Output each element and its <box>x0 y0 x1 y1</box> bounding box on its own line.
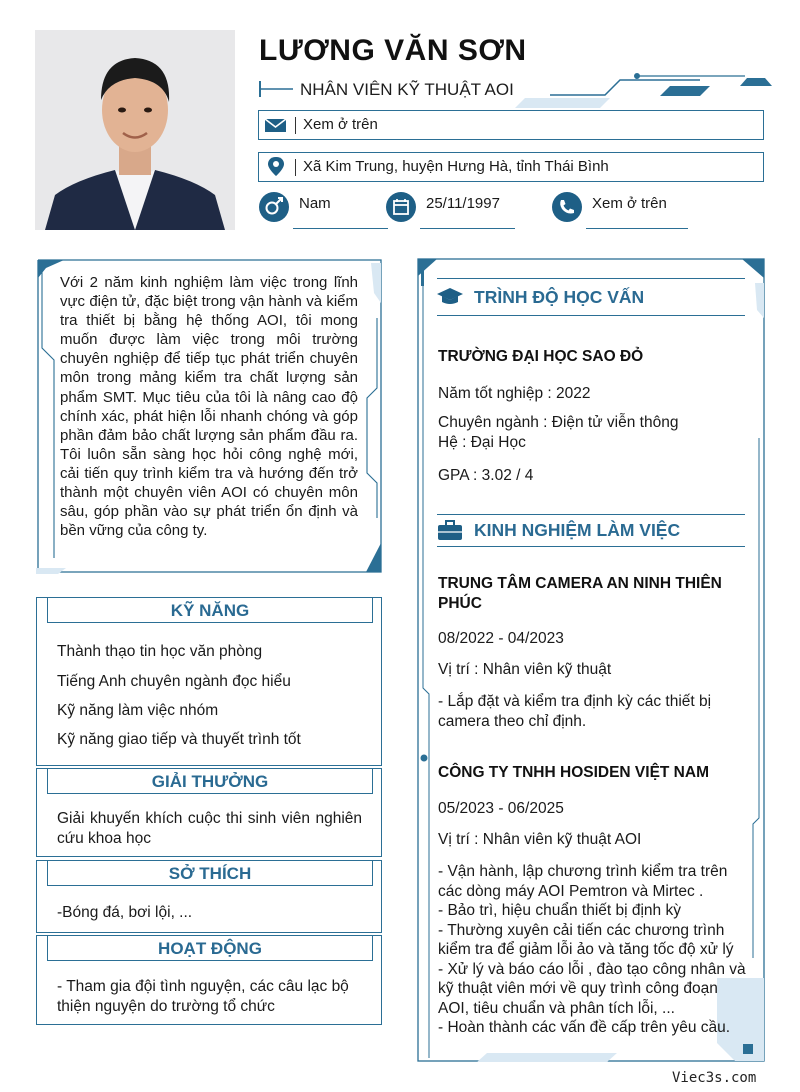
title-line-decoration <box>259 79 295 99</box>
skill-item: Kỹ năng giao tiếp và thuyết trình tốt <box>57 731 301 748</box>
profile-photo <box>35 30 235 230</box>
circuit-decoration <box>510 68 775 110</box>
birthday-item <box>386 192 536 234</box>
skill-item: Thành thạo tin học văn phòng <box>57 643 263 660</box>
calendar-icon <box>386 192 416 222</box>
address-value: Xã Kim Trung, huyện Hưng Hà, tỉnh Thái Bình <box>303 158 609 175</box>
email-icon <box>263 114 289 136</box>
divider <box>437 546 745 547</box>
school-name: TRƯỜNG ĐẠI HỌC SAO ĐỎ <box>438 348 644 365</box>
award-item: Giải khuyến khích cuộc thi sinh viên nghiên cứu khoa học <box>57 810 362 847</box>
job-period: 05/2023 - 06/2025 <box>438 800 564 817</box>
watermark: Viec3s.com <box>672 1070 757 1086</box>
gpa: GPA : 3.02 / 4 <box>438 467 534 484</box>
underline <box>293 228 388 229</box>
job-detail: - Bảo trì, hiệu chuẩn thiết bị định kỳ <box>438 902 681 919</box>
underline <box>420 228 515 229</box>
graduation-year: Năm tốt nghiệp : 2022 <box>438 385 591 402</box>
job-position: Vị trí : Nhân viên kỹ thuật <box>438 661 612 678</box>
education-heading: TRÌNH ĐỘ HỌC VẤN <box>474 287 645 307</box>
activities-heading: HOẠT ĐỘNG <box>47 935 373 961</box>
separator <box>295 117 296 134</box>
skills-heading: KỸ NĂNG <box>47 597 373 623</box>
major: Chuyên ngành : Điện tử viễn thông <box>438 414 679 431</box>
experience-heading: KINH NGHIỆM LÀM VIỆC <box>474 520 681 540</box>
underline <box>586 228 688 229</box>
divider <box>437 278 745 279</box>
candidate-name: LƯƠNG VĂN SƠN <box>259 34 527 67</box>
job-title: NHÂN VIÊN KỸ THUẬT AOI <box>300 80 514 99</box>
separator <box>295 159 296 176</box>
job-details-list <box>438 862 746 1038</box>
email-box <box>258 110 764 140</box>
job-detail: - Xử lý và báo cáo lỗi , đào tạo công nhân và kỹ thuật viên mới về quy trình công đoạn AOI, tiêu chuẩn và phân tích lỗi, ... <box>438 960 746 1017</box>
company-name: CÔNG TY TNHH HOSIDEN VIỆT NAM <box>438 764 709 781</box>
job-position: Vị trí : Nhân viên kỹ thuật AOI <box>438 831 642 848</box>
divider <box>437 514 745 515</box>
hobbies-heading: SỞ THÍCH <box>47 860 373 886</box>
graduation-cap-icon <box>436 284 464 308</box>
birthday-value: 25/11/1997 <box>426 195 500 212</box>
job-detail: - Lắp đặt và kiểm tra định kỳ các thiết bị camera theo chỉ định. <box>438 693 712 730</box>
divider <box>437 315 745 316</box>
career-summary: Với 2 năm kinh nghiệm làm việc trong lĩnh vực điện tử, đặc biệt trong vận hành và kiểm tra thiết bị bằng hệ thống AOI, tôi mong muốn được làm việc trong môi trường chuyên nghiệp để tiếp tục phát triển chuyên môn trong mảng kiểm tra chất lượng sản phẩm SMT. Mục tiêu của tôi là nâng cao độ chính xác, phát hiện lỗi nhanh chóng và góp phần đảm bảo chất lượng sản phẩm đầu ra. Tôi luôn sẵn sàng học hỏi công nghệ mới, cải tiến quy trình kiểm tra và hướng đến trở thành một chuyên viên AOI có chuyên môn sâu, góp phần vào sự phát triển ổn định và bền vững của công ty. <box>60 274 358 540</box>
phone-icon <box>552 192 582 222</box>
degree-level: Hệ : Đại Học <box>438 434 526 451</box>
gender-icon <box>259 192 289 222</box>
awards-section <box>36 768 382 857</box>
phone-value: Xem ở trên <box>592 195 667 212</box>
gender-value: Nam <box>299 195 331 212</box>
job-detail: - Vận hành, lập chương trình kiểm tra trên các dòng máy AOI Pemtron và Mirtec . <box>438 863 728 900</box>
hobby-item: -Bóng đá, bơi lội, ... <box>57 904 193 921</box>
activities-section <box>36 935 382 1025</box>
skill-item: Tiếng Anh chuyên ngành đọc hiểu <box>57 673 291 690</box>
location-pin-icon <box>263 156 289 178</box>
skills-section <box>36 597 382 766</box>
job-period: 08/2022 - 04/2023 <box>438 630 564 647</box>
phone-item <box>552 192 702 234</box>
awards-heading: GIẢI THƯỞNG <box>47 768 373 794</box>
briefcase-icon <box>436 518 464 542</box>
company-name: TRUNG TÂM CAMERA AN NINH THIÊN PHÚC <box>438 575 722 612</box>
skill-item: Kỹ năng làm việc nhóm <box>57 702 219 719</box>
activity-item: - Tham gia đội tình nguyện, các câu lạc bộ thiện nguyện do trường tổ chức <box>57 978 349 1015</box>
email-value: Xem ở trên <box>303 116 378 133</box>
address-box <box>258 152 764 182</box>
gender-item <box>259 192 384 234</box>
job-detail: - Thường xuyên cải tiến các chương trình kiểm tra để giảm lỗi ảo và tăng tốc độ xử lý <box>438 921 734 958</box>
hobbies-section <box>36 860 382 933</box>
job-detail: - Hoàn thành các vấn đề cấp trên yêu cầu. <box>438 1019 731 1036</box>
